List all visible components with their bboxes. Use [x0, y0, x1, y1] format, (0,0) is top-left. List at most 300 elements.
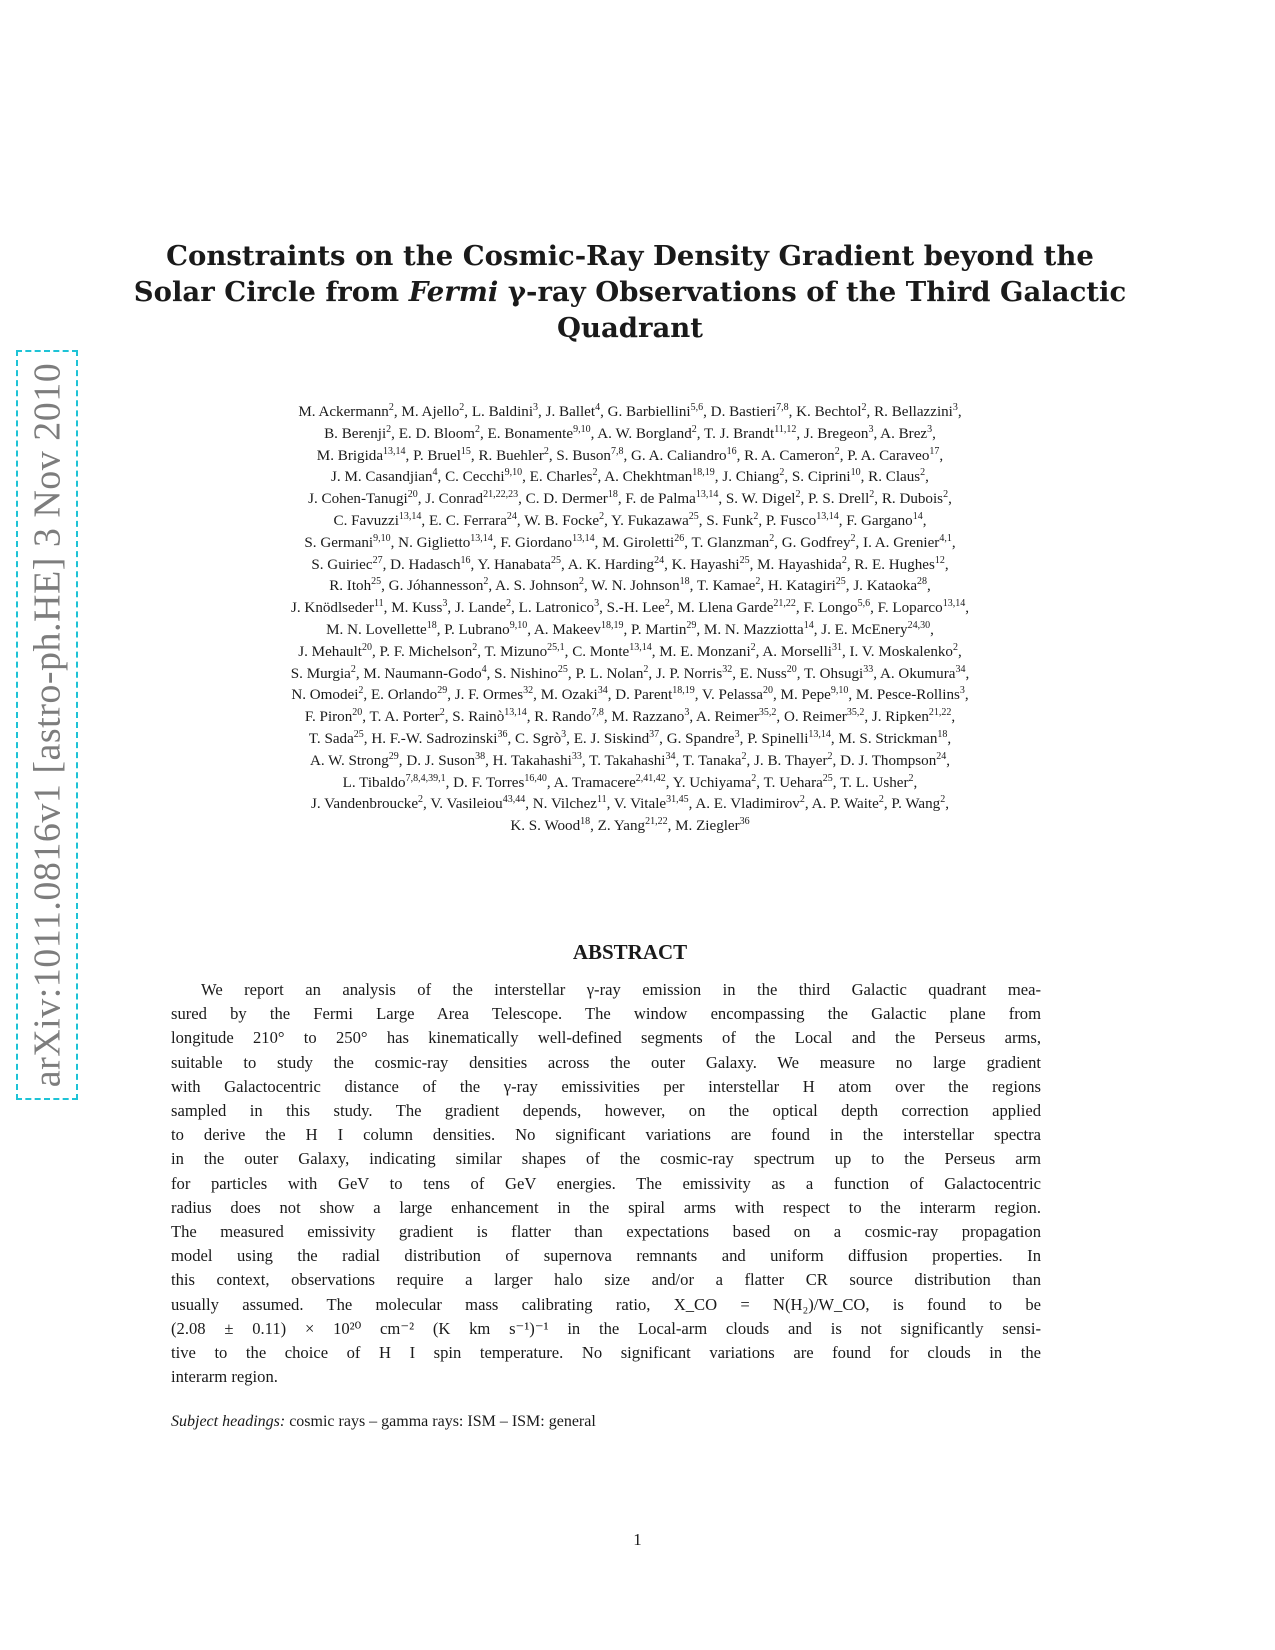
author [879, 663, 966, 682]
author [390, 554, 471, 573]
author-name: T. Uehara [763, 774, 823, 791]
author [726, 491, 801, 507]
author-name: F. Longo [803, 600, 858, 617]
author-affiliation: 2 [599, 510, 605, 522]
author-name: N. Omodei [291, 687, 359, 704]
author-affiliation: 25 [688, 510, 699, 522]
author-name: M. Ackermann [298, 404, 389, 420]
author-name: M. Ajello [401, 404, 460, 420]
author-name: H. F.-W. Sadrozinski [371, 730, 498, 747]
author-name: M. Naumann-Godo [363, 665, 482, 682]
subject-headings [171, 1413, 596, 1431]
author [762, 641, 842, 660]
author-name: I. V. Moskalenko [849, 643, 953, 660]
author-name: A. Brez [880, 425, 928, 442]
author-name: P. L. Nolan [575, 665, 644, 682]
author-affiliation: 20 [361, 641, 372, 653]
abstract-body [171, 978, 1041, 1389]
author-affiliation: 13,14 [816, 510, 839, 522]
author-name: S. Germani [304, 534, 374, 551]
author [597, 423, 697, 442]
author-affiliation: 2 [861, 402, 867, 413]
page-number: 1 [633, 1530, 642, 1549]
author [510, 818, 590, 834]
author-affiliation: 13,14 [504, 707, 527, 719]
author-affiliation: 2 [691, 423, 697, 435]
author [331, 469, 437, 485]
author-name: M. N. Lovellette [326, 621, 427, 638]
author-affiliation: 2 [779, 467, 785, 479]
author [706, 510, 759, 529]
author [602, 532, 685, 551]
author-affiliation: 2 [834, 445, 840, 457]
author-affiliation: 3 [927, 423, 933, 435]
author-affiliation: 3 [734, 728, 740, 740]
author-name: F. Giordano [500, 534, 573, 551]
author [856, 687, 965, 703]
author-affiliation: 3 [959, 685, 965, 697]
author-name: A. Makeev [533, 621, 601, 638]
author [591, 578, 689, 594]
author [872, 709, 952, 725]
arxiv-stamp [16, 350, 78, 1100]
abstract-line: sured by the Fermi Large Area Telescope. The window encompassing the Galactic plane from [171, 1004, 1041, 1024]
author-affiliation: 2 [878, 794, 884, 806]
abstract-heading: ABSTRACT [572, 940, 688, 964]
author-affiliation: 7,8 [610, 445, 624, 457]
author [487, 423, 591, 442]
author-name: E. Orlando [370, 687, 438, 704]
author [309, 750, 399, 769]
author-affiliation: 25 [835, 576, 846, 588]
author-affiliation: 2 [506, 598, 512, 610]
author-affiliation: 2 [750, 641, 756, 653]
author-name: P. Wang [891, 796, 941, 813]
author-affiliation: 9,10 [830, 685, 849, 697]
author-affiliation: 24,30 [907, 619, 931, 631]
author-affiliation: 2 [459, 402, 465, 413]
author-name: C. Sgrò [515, 730, 562, 747]
author [659, 641, 756, 660]
author-affiliation: 36 [497, 728, 508, 740]
author-affiliation: 27 [372, 554, 383, 566]
author [342, 772, 446, 791]
author-affiliation: 2 [795, 489, 801, 501]
author [478, 445, 549, 464]
author-name: R. E. Hughes [854, 556, 935, 573]
author-affiliation: 2 [869, 489, 875, 501]
author-affiliation: 18 [679, 576, 690, 588]
author-affiliation: 31 [831, 641, 842, 653]
author-name: J. Ballet [545, 404, 596, 420]
author [401, 404, 464, 420]
author-name: B. Berenji [324, 425, 387, 442]
author [324, 423, 392, 442]
author-name: F. Loparco [877, 600, 943, 617]
author-affiliation: 15 [460, 445, 471, 457]
author-affiliation: 2 [755, 576, 761, 588]
author-affiliation: 26 [674, 532, 685, 544]
author-name: D. Bastieri [710, 404, 777, 420]
author-name: M. Llena Garde [677, 600, 774, 617]
author [534, 709, 604, 725]
author [500, 532, 595, 551]
abstract-line: We report an analysis of the interstellar γ-ray emission in the third Galactic quadrant mea- [201, 980, 1041, 999]
author-name: E. Nuss [739, 665, 787, 682]
author-affiliation: 24 [936, 750, 947, 762]
author [526, 491, 618, 507]
author [863, 532, 952, 551]
author-name: J. Knödlseder [291, 600, 375, 617]
author [781, 687, 849, 703]
author [763, 772, 833, 791]
author-affiliation: 3 [952, 402, 958, 413]
author-name: M. Pesce-Rollins [855, 687, 960, 704]
author [697, 578, 760, 594]
abstract-line: suitable to study the cosmic-ray densities across the outer Galaxy. We measure no large gradient [171, 1052, 1041, 1072]
author-name: N. Vilchez [532, 796, 597, 813]
author-name: M. N. Mazziotta [703, 621, 804, 638]
author-affiliation: 18,19 [692, 467, 715, 479]
author-affiliation: 2 [579, 576, 585, 588]
author [607, 600, 670, 616]
author-affiliation: 2 [769, 532, 775, 544]
author-line: M. Brigida$^{13,14}$, P. Bruel$^{15}$, R. Buehler$^2$, S. Buson$^{7,8}$, G. A. Caliandro$^{16}$, R. A. Cameron$^2$, P. A. Caraveo$^{17}$, [316, 445, 944, 464]
abstract-line: longitude 210° to 250° has kinematically well-defined segments of the Local and the Perseus arms, [171, 1028, 1041, 1048]
author-name: J. F. Ormes [454, 687, 524, 704]
author [494, 663, 568, 682]
author-name: A. K. Harding [567, 556, 655, 573]
author [389, 578, 489, 594]
author-name: O. Reimer [783, 709, 847, 726]
author-name: V. Pelassa [702, 687, 763, 704]
author-affiliation: 32 [722, 663, 733, 675]
title-line-3: Quadrant [557, 312, 703, 344]
author-affiliation: 25 [739, 554, 750, 566]
author-affiliation: 5,6 [857, 598, 871, 610]
author-affiliation: 25 [557, 663, 568, 675]
author [849, 641, 958, 660]
author [308, 728, 364, 747]
paper-title [100, 238, 1160, 346]
author-name: A. P. Waite [811, 796, 879, 813]
author [530, 469, 598, 485]
author [519, 600, 599, 616]
author [847, 445, 940, 464]
author [677, 600, 795, 616]
author-name: Z. Yang [597, 818, 646, 835]
author [452, 709, 527, 725]
author [739, 663, 797, 682]
author [711, 404, 789, 420]
author [874, 404, 958, 420]
author-affiliation: 13,14 [470, 532, 493, 544]
author-name: W. B. Focke [524, 512, 600, 529]
author [615, 687, 695, 703]
author-affiliation: 2 [940, 794, 946, 806]
author [398, 423, 480, 442]
author-name: M. S. Strickman [838, 730, 938, 747]
author-line: M. N. Lovellette$^{18}$, P. Lubrano$^{9,10}$, A. Makeev$^{18,19}$, P. Martin$^{29}$, M. N. Mazziotta$^{14}$, J. E. McEnery$^{24,30}$, [326, 619, 934, 638]
author-affiliation: 33 [571, 750, 582, 762]
author-name: C. Monte [572, 643, 630, 660]
author-affiliation: 29 [388, 750, 399, 762]
author [768, 578, 846, 594]
author [472, 404, 538, 420]
author-name: A. E. Vladimirov [695, 796, 800, 813]
author-name: R. Bellazzini [874, 404, 953, 420]
author-name: P. Fusco [765, 512, 817, 529]
author [675, 818, 750, 834]
author [308, 491, 418, 507]
author [291, 600, 384, 616]
author [453, 772, 547, 791]
author-line: S. Murgia$^2$, M. Naumann-Godo$^4$, S. Nishino$^{25}$, P. L. Nolan$^2$, J. P. Norris$^{32}$, E. Nuss$^{20}$, T. Ohsugi$^{33}$, A. Okumura$^{34}$, [290, 663, 970, 682]
author-name: S.-H. Lee [606, 600, 665, 617]
author-affiliation: 18 [937, 728, 948, 740]
author-affiliation: 9,10 [573, 423, 591, 435]
author-affiliation: 14 [912, 510, 923, 522]
author-name: J. Bregeon [803, 425, 869, 442]
author [655, 663, 733, 682]
author-affiliation: 4 [432, 467, 438, 479]
abstract-line: radius does not show a large enhancement in the spiral arms with respect to the interarm region. [171, 1197, 1041, 1217]
title-line-2 [100, 274, 1160, 310]
author-name: G. A. Caliandro [630, 447, 727, 464]
author-line: M. Ackermann$^2$, M. Ajello$^2$, L. Baldini$^3$, J. Ballet$^4$, G. Barbiellini$^{5,6}$, D. Bastieri$^{7,8}$, K. Bechtol$^2$, R. Bellazzini$^3$, [298, 402, 962, 420]
author-affiliation: 2 [664, 598, 670, 610]
author [290, 663, 356, 682]
author-affiliation: 2 [350, 663, 356, 675]
author [695, 796, 805, 812]
author-affiliation: 2 [543, 445, 549, 457]
author-affiliation: 11 [596, 794, 607, 806]
author-name: M. E. Monzani [659, 643, 751, 660]
author-line: R. Itoh$^{25}$, G. Jóhannesson$^2$, A. S. Johnson$^2$, W. N. Johnson$^{18}$, T. Kamae$^2$, H. Katagiri$^{25}$, J. Kataoka$^{28}$, [329, 576, 931, 595]
author-affiliation: 10 [850, 467, 861, 479]
author [702, 687, 773, 703]
author-name: G. Spandre [666, 730, 735, 747]
author [363, 663, 487, 682]
author [821, 619, 931, 638]
author-affiliation: 2 [943, 489, 949, 501]
author-name: R. Claus [868, 469, 921, 486]
author-affiliation: 13,14 [572, 532, 595, 544]
author-name: S. Guiriec [311, 556, 373, 573]
author-name: J. Ripken [871, 709, 929, 726]
author [604, 469, 715, 485]
author [370, 709, 445, 725]
author-name: K. S. Wood [510, 818, 581, 835]
author-affiliation: 3 [561, 728, 567, 740]
author-affiliation: 18 [607, 489, 618, 501]
author-affiliation: 25 [371, 576, 382, 588]
author [455, 600, 511, 616]
author-name: M. Hayashida [757, 556, 842, 573]
author-name: J. Kataoka [853, 578, 918, 595]
author [533, 619, 624, 638]
author-name: S. W. Digel [725, 491, 796, 508]
author-affiliation: 33 [863, 663, 874, 675]
author-line: J. Vandenbroucke$^2$, V. Vasileiou$^{43,44}$, N. Vilchez$^{11}$, V. Vitale$^{31,45}$, A. E. Vladimirov$^2$, A. P. Waite$^2$, P. Wang$^2$, [311, 794, 949, 813]
author-list [100, 402, 1160, 838]
author-affiliation: 2 [751, 772, 757, 784]
abstract-line: to derive the H I column densities. No significant variations are found in the interstellar spectra [171, 1125, 1041, 1145]
abstract-line: interarm region. [171, 1367, 278, 1387]
author-name: G. Jóhannesson [388, 578, 484, 595]
author [371, 728, 508, 747]
author [298, 404, 394, 420]
author-name: T. Mizuno [484, 643, 548, 660]
author-name: I. A. Grenier [863, 534, 940, 551]
author-name: P. S. Drell [808, 491, 870, 508]
author-name: J. P. Norris [655, 665, 723, 682]
author-line: T. Sada$^{25}$, H. F.-W. Sadrozinski$^{36}$, C. Sgrò$^3$, E. J. Siskind$^{37}$, G. Spandre$^3$, P. Spinelli$^{13,14}$, M. S. Strickman$^{18}$, [308, 728, 952, 747]
author-name: T. Sada [308, 730, 354, 747]
author-affiliation: 21,22 [928, 707, 952, 719]
abstract-line: model using the radial distribution of supernova remnants and uniform diffusion properties. In [171, 1246, 1041, 1266]
author [784, 709, 864, 725]
author-line: J. M. Casandjian$^4$, C. Cecchi$^{9,10}$, E. Charles$^2$, A. Chekhtman$^{18,19}$, J. Chiang$^2$, S. Ciprini$^{10}$, R. Claus$^2$, [331, 467, 929, 486]
author-name: P. Bruel [413, 447, 461, 464]
author [868, 469, 925, 485]
author-affiliation: 29 [686, 619, 697, 631]
author-affiliation: 17 [929, 445, 940, 457]
author-name: F. Piron [304, 709, 353, 726]
author [524, 510, 605, 529]
author-affiliation: 31,45 [666, 794, 689, 806]
author [696, 709, 776, 725]
author-affiliation: 34 [597, 685, 608, 697]
author-affiliation: 13,14 [695, 489, 719, 501]
author-line: A. W. Strong$^{29}$, D. J. Suson$^{38}$, H. Takahashi$^{33}$, T. Takahashi$^{34}$, T. Tanaka$^2$, J. B. Thayer$^2$, D. J. Thompson$^{24}$, [309, 750, 951, 769]
author-line: S. Germani$^{9,10}$, N. Giglietto$^{13,14}$, F. Giordano$^{13,14}$, M. Giroletti$^{26}$, T. Glanzman$^2$, G. Godfrey$^2$, I. A. Grenier$^{4,1}$, [304, 532, 956, 551]
author-name: R. Dubois [881, 491, 944, 508]
author-line: L. Tibaldo$^{7,8,4,39,1}$, D. F. Torres$^{16,40}$, A. Tramacere$^{2,41,42}$, Y. Uchiyama$^2$, T. Uehara$^{25}$, T. L. Usher$^2$, [342, 772, 918, 791]
author [804, 663, 874, 682]
author-line: J. Knödlseder$^{11}$, M. Kuss$^3$, J. Lande$^2$, L. Latronico$^3$, S.-H. Lee$^2$, M. Llena Garde$^{21,22}$, F. Longo$^{5,6}$, F. Loparco$^{13,14}$, [291, 598, 969, 617]
author [541, 687, 608, 703]
author-name: C. Favuzzi [333, 512, 399, 529]
author [880, 423, 933, 442]
author-name: S. Buson [556, 447, 611, 464]
author-name: L. Baldini [471, 404, 534, 420]
author-name: L. Tibaldo [342, 774, 406, 791]
author-affiliation: 7,8 [776, 402, 789, 413]
author-affiliation: 35,2 [758, 707, 777, 719]
author-name: K. Bechtol [796, 404, 862, 420]
author-affiliation: 21,22 [645, 816, 668, 828]
author-affiliation: 7,8 [591, 707, 604, 719]
author-line: F. Piron$^{20}$, T. A. Porter$^2$, S. Rainò$^{13,14}$, R. Rando$^{7,8}$, M. Razzano$^3$, A. Reimer$^{35,2}$, O. Reimer$^{35,2}$, J. Ripken$^{21,22}$, [304, 707, 956, 726]
author-affiliation: 16 [460, 554, 471, 566]
author-affiliation: 32 [523, 685, 534, 697]
author [672, 772, 757, 791]
author-affiliation: 20 [407, 489, 418, 501]
author-affiliation: 2 [753, 510, 759, 522]
author [413, 445, 471, 464]
author [611, 510, 699, 529]
author [477, 554, 562, 573]
author-name: J. Vandenbroucke [311, 796, 419, 813]
author [333, 510, 422, 529]
author-affiliation: 2 [439, 707, 445, 719]
author [792, 469, 861, 485]
author-name: J. Cohen-Tanugi [308, 491, 408, 508]
author-name: M. Pepe [780, 687, 831, 704]
author [326, 619, 437, 638]
author-affiliation: 20 [352, 707, 363, 719]
author [754, 750, 833, 769]
abstract-line: The measured emissivity gradient is flatter than expectations based on a cosmic-ray propagation [171, 1222, 1041, 1242]
author-affiliation: 25 [353, 728, 364, 740]
author-name: A. Morselli [762, 643, 832, 660]
title-line-2-start: Solar Circle from [133, 276, 409, 308]
author-affiliation: 7,8,4,39,1 [405, 772, 446, 784]
author-name: T. Ohsugi [804, 665, 864, 682]
author [630, 445, 737, 464]
author-affiliation: 16 [726, 445, 737, 457]
author-affiliation: 35,2 [846, 707, 865, 719]
author-affiliation: 4,1 [939, 532, 952, 544]
author [853, 578, 927, 594]
author-name: J. E. McEnery [821, 621, 908, 638]
author-affiliation: 2 [418, 794, 424, 806]
abstract-line: tive to the choice of H I spin temperature. No significant variations are found for clouds in the [171, 1343, 1041, 1363]
author [553, 772, 666, 791]
author-name: L. Latronico [518, 600, 595, 617]
author-line: C. Favuzzi$^{13,14}$, E. C. Ferrara$^{24}$, W. B. Focke$^2$, Y. Fukazawa$^{25}$, S. Funk$^2$, P. Fusco$^{13,14}$, F. Gargano$^{14}$, [333, 510, 927, 529]
author-affiliation: 12 [934, 554, 945, 566]
author-name: M. Giroletti [602, 534, 675, 551]
author-name: E. Charles [529, 469, 593, 486]
author-affiliation: 2,41,42 [635, 772, 666, 784]
author [838, 728, 948, 747]
author-name: F. de Palma [625, 491, 696, 508]
author-name: D. J. Suson [406, 752, 476, 769]
author-affiliation: 38 [475, 750, 486, 762]
author-affiliation: 13,14 [942, 598, 966, 610]
author [704, 423, 797, 442]
author [572, 641, 652, 660]
author-name: W. N. Johnson [591, 578, 680, 595]
author [492, 750, 582, 769]
author [305, 709, 362, 725]
author-affiliation: 16,40 [524, 772, 547, 784]
author-name: E. J. Siskind [573, 730, 650, 747]
author [598, 818, 668, 834]
author-affiliation: 25 [822, 772, 833, 784]
author-affiliation: 25,1 [547, 641, 565, 653]
author-affiliation: 2 [483, 576, 489, 588]
author [371, 687, 447, 703]
author-name: E. D. Bloom [398, 425, 475, 442]
author [495, 578, 584, 594]
author [455, 687, 533, 703]
author-name: M. Ozaki [540, 687, 598, 704]
author-affiliation: 20 [786, 663, 797, 675]
author-affiliation: 37 [649, 728, 660, 740]
author-name: G. Barbiellini [607, 404, 691, 420]
author-affiliation: 2 [920, 467, 926, 479]
author-name: P. A. Caraveo [847, 447, 930, 464]
author-affiliation: 9,10 [504, 467, 523, 479]
author-affiliation: 4 [481, 663, 487, 675]
author-affiliation: 2 [827, 750, 833, 762]
author-line: N. Omodei$^2$, E. Orlando$^{29}$, J. F. Ormes$^{32}$, M. Ozaki$^{34}$, D. Parent$^{18,19}$, V. Pelassa$^{20}$, M. Pepe$^{9,10}$, M. Pesce-Rollins$^3$, [291, 685, 969, 704]
abstract-line: for particles with GeV to tens of GeV energies. The emissivity as a function of Galactocentric [171, 1173, 1041, 1193]
author-name: P. Martin [631, 621, 687, 638]
